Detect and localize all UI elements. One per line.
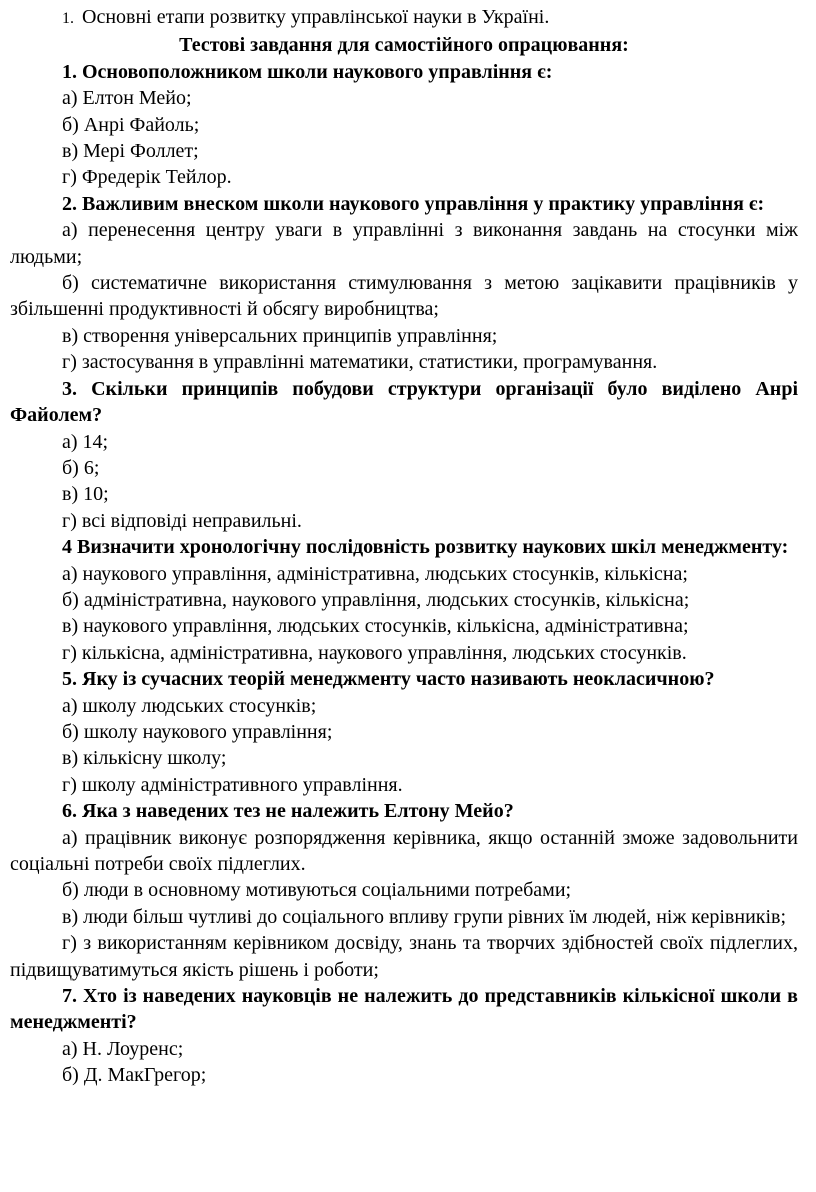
q4-option-d: г) кількісна, адміністративна, наукового управління, людських стосунків. [62,641,687,664]
q1-option-b: б) Анрі Файоль; [62,113,200,136]
q1-option-c: в) Мері Фоллет; [62,140,199,163]
q4-option-b: б) адміністративна, наукового управління, людських стосунків, кількісна; [62,588,690,611]
heading-number: 1. [62,10,74,27]
q2-option-c: в) створення універсальних принципів управління; [62,324,498,347]
q6-option-c: в) люди більш чутливі до соціального впливу групи рівних їм людей, ніж керівників; [62,905,787,928]
q6-option-d: г) з використанням керівником досвіду, знань та творчих здібностей своїх підлеглих, підвищуватимуться якість рішень і роботи; [10,932,798,981]
q4-option-a: а) наукового управління, адміністративна, людських стосунків, кількісна; [62,562,688,585]
q1-option-a: а) Елтон Мейо; [62,87,192,110]
page-title: Тестові завдання для самостійного опрацювання: [179,34,629,57]
question-5: 5. Яку із сучасних теорій менеджменту часто називають неокласичною? [62,668,715,691]
q7-option-a: а) Н. Лоуренс; [62,1037,184,1060]
q3-option-b: б) 6; [62,456,100,479]
q7-option-b: б) Д. МакГрегор; [62,1064,207,1087]
heading-text: Основні етапи розвитку управлінської науки в Україні. [82,6,550,28]
question-2: 2. Важливим внеском школи наукового управління у практику управління є: [62,192,765,215]
q2-option-b: б) систематичне використання стимулювання з метою зацікавити працівників у збільшенні продуктивності й обсягу виробництва; [10,272,798,321]
q3-option-c: в) 10; [62,483,109,506]
q4-option-c: в) наукового управління, людських стосунків, кількісна, адміністративна; [62,615,689,638]
q3-option-d: г) всі відповіді неправильні. [62,509,302,532]
q5-option-b: б) школу наукового управління; [62,720,333,743]
question-6: 6. Яка з наведених тез не належить Елтону Мейо? [62,800,514,823]
section-heading [10,4,798,32]
q1-option-d: г) Фредерік Тейлор. [62,166,232,189]
q5-option-c: в) кількісну школу; [62,747,227,770]
q5-option-a: а) школу людських стосунків; [62,694,317,717]
question-1: 1. Основоположником школи наукового управління є: [62,60,553,83]
q5-option-d: г) школу адміністративного управління. [62,773,403,796]
q2-option-a: а) перенесення центру уваги в управлінні з виконання завдань на стосунки між людьми; [10,219,798,268]
q3-option-a: а) 14; [62,430,109,453]
question-3: 3. Скільки принципів побудови структури організації було виділено Анрі Файолем? [10,377,798,427]
q6-option-b: б) люди в основному мотивуються соціальними потребами; [62,879,572,902]
question-4: 4 Визначити хронологічну послідовність розвитку наукових шкіл менеджменту: [62,536,789,559]
question-7: 7. Хто із наведених науковців не належить до представників кількісної школи в менеджменті? [10,985,798,1034]
q6-option-a: а) працівник виконує розпорядження керівника, якщо останній зможе задовольнити соціальні потреби своїх підлеглих. [10,826,798,875]
q2-option-d: г) застосування в управлінні математики, статистики, програмування. [62,351,658,374]
